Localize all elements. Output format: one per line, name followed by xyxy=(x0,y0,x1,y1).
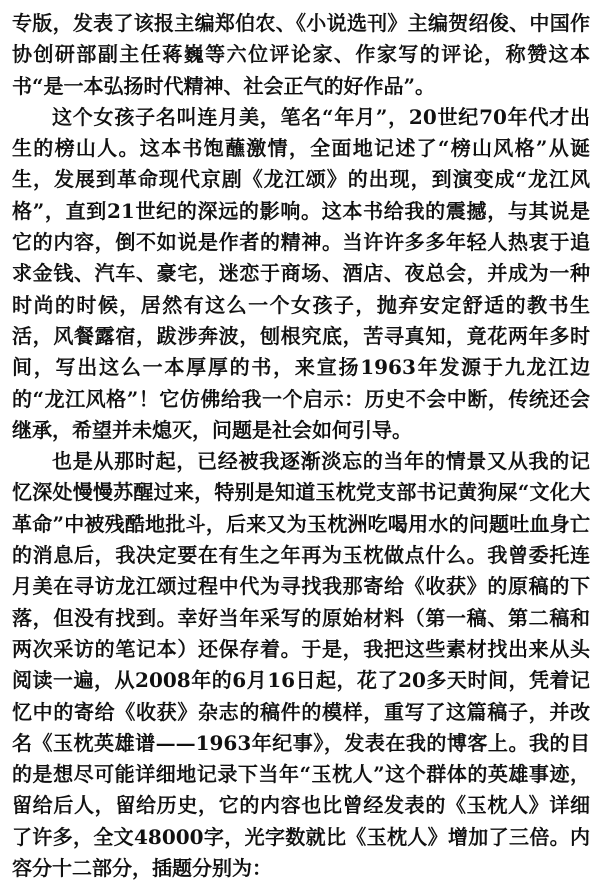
paragraph-1: 专版，发表了该报主编郑伯农、《小说选刊》主编贺绍俊、中国作协创研部副主任蒋巍等六位评论家、作家写的评论，称赞这本书“是一本弘扬时代精神、社会正气的好作品”。 xyxy=(12,11,590,98)
paragraph-3: 也是从那时起，已经被我逐渐淡忘的当年的情景又从我的记忆深处慢慢苏醒过来，特别是知道玉枕党支部书记黄狗屎“文化大革命”中被残酷地批斗，后来又为玉枕洲吃喝用水的问题吐血身亡的消息后，我决定要在有生之年再为玉枕做点什么。我曾委托连月美在寻访龙江颂过程中代为寻找我那寄给《收获》的原稿的下落，但没有找到。幸好当年采写的原始材料（第一稿、第二稿和两次采访的笔记本）还保存着。于是，我把这些素材找出来从头阅读一遍，从2008年的6月16日起，花了20多天时间，凭着记忆中的寄给《收获》杂志的稿件的模样，重写了这篇稿子，并改名《玉枕英雄谱——1963年纪事》，发表在我的博客上。我的目的是想尽可能详细地记录下当年“玉枕人”这个群体的英雄事迹，留给后人，留给历史，它的内容也比曾经发表的《玉枕人》详细了许多，全文48000字，光字数就比《玉枕人》增加了三倍。内容分十二部分，插题分别为： xyxy=(12,449,590,881)
paragraph-2: 这个女孩子名叫连月美，笔名“年月”，20世纪70年代才出生的榜山人。这本书饱蘸激情，全面地记述了“榜山风格”从诞生，发展到革命现代京剧《龙江颂》的出现，到演变成“龙江风格”，直到21世纪的深远的影响。这本书给我的震撼，与其说是它的内容，倒不如说是作者的精神。当许许多多年轻人热衷于追求金钱、汽车、豪宅，迷恋于商场、酒店、夜总会，并成为一种时尚的时候，居然有这么一个女孩子，抛弃安定舒适的教书生活，风餐露宿，跋涉奔波，刨根究底，苦寻真知，竟花两年多时间，写出这么一本厚厚的书，来宣扬1963年发源于九龙江边的“龙江风格”！它仿佛给我一个启示：历史不会中断，传统还会继承，希望并未熄灭，问题是社会如何引导。 xyxy=(12,104,590,442)
